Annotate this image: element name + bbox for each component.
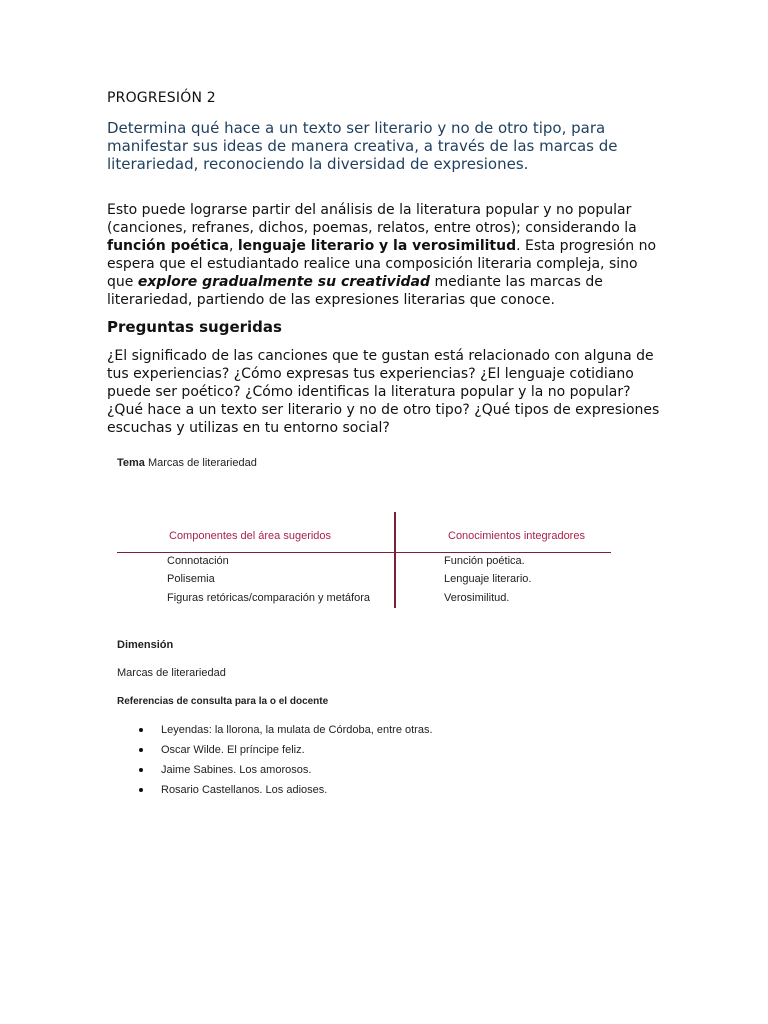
list-item: Oscar Wilde. El príncipe feliz. [137,740,433,760]
para-bold-2: lenguaje literario y la verosimilitud [237,238,517,254]
progresion-title: PROGRESIÓN 2 [107,90,216,106]
tema-value: Marcas de literariedad [147,457,257,469]
para-text-2: , [228,238,238,254]
referencias-list [137,720,433,800]
para-text-3: . Esta progresión no espera que el estudiantado realice una composición literaria compleja, sino que [107,238,657,290]
table-cell: Figuras retóricas/comparación y metáfora [167,592,370,604]
list-item: Jaime Sabines. Los amorosos. [137,760,433,780]
dimension-label: Dimensión [117,639,174,651]
table-cell: Función poética. [444,555,525,567]
list-item: Leyendas: la llorona, la mulata de Córdoba, entre otras. [137,720,433,740]
tema-label: Tema [117,457,145,469]
preguntas-paragraph: ¿El significado de las canciones que te gustan está relacionado con alguna de tus experiencias? ¿Cómo expresas tus experiencias? ¿El lenguaje cotidiano puede ser poético? ¿Cómo identificas la literatura popular y la no popular? ¿Qué hace a un texto ser literario y no de otro tipo? ¿Qué tipos de expresiones escuchas y utilizas en tu entorno social? [107,348,660,436]
intro-paragraph [107,201,667,309]
table-header-componentes: Componentes del área sugeridos [169,530,332,542]
para-bold-1: función poética [107,238,229,254]
progresion-lead: Determina qué hace a un texto ser literario y no de otro tipo, para manifestar sus ideas de manera creativa, a través de las marcas de literariedad, reconociendo la diversidad de expresiones. [107,119,618,173]
table-cell: Verosimilitud. [444,592,510,604]
para-bold-3: explore gradualmente su creatividad [137,274,431,290]
referencias-label: Referencias de consulta para la o el docente [117,696,329,707]
para-text-1: Esto puede lograrse partir del análisis de la literatura popular y no popular (canciones, refranes, dichos, poemas, relatos, entre otros); considerando la [107,202,637,236]
para-text-4: mediante las marcas de literariedad, partiendo de las expresiones literarias que conoce. [107,274,603,308]
table-cell: Connotación [167,555,229,567]
table-divider-horizontal [117,552,611,553]
table-divider-vertical [394,512,396,608]
components-table [107,512,617,608]
table-cell: Lenguaje literario. [444,573,532,585]
table-header-conocimientos: Conocimientos integradores [448,530,585,542]
list-item: Rosario Castellanos. Los adioses. [137,780,433,800]
tema-line [117,457,257,469]
preguntas-heading: Preguntas sugeridas [107,318,282,336]
table-cell: Polisemia [167,573,215,585]
dimension-value: Marcas de literariedad [117,667,226,679]
